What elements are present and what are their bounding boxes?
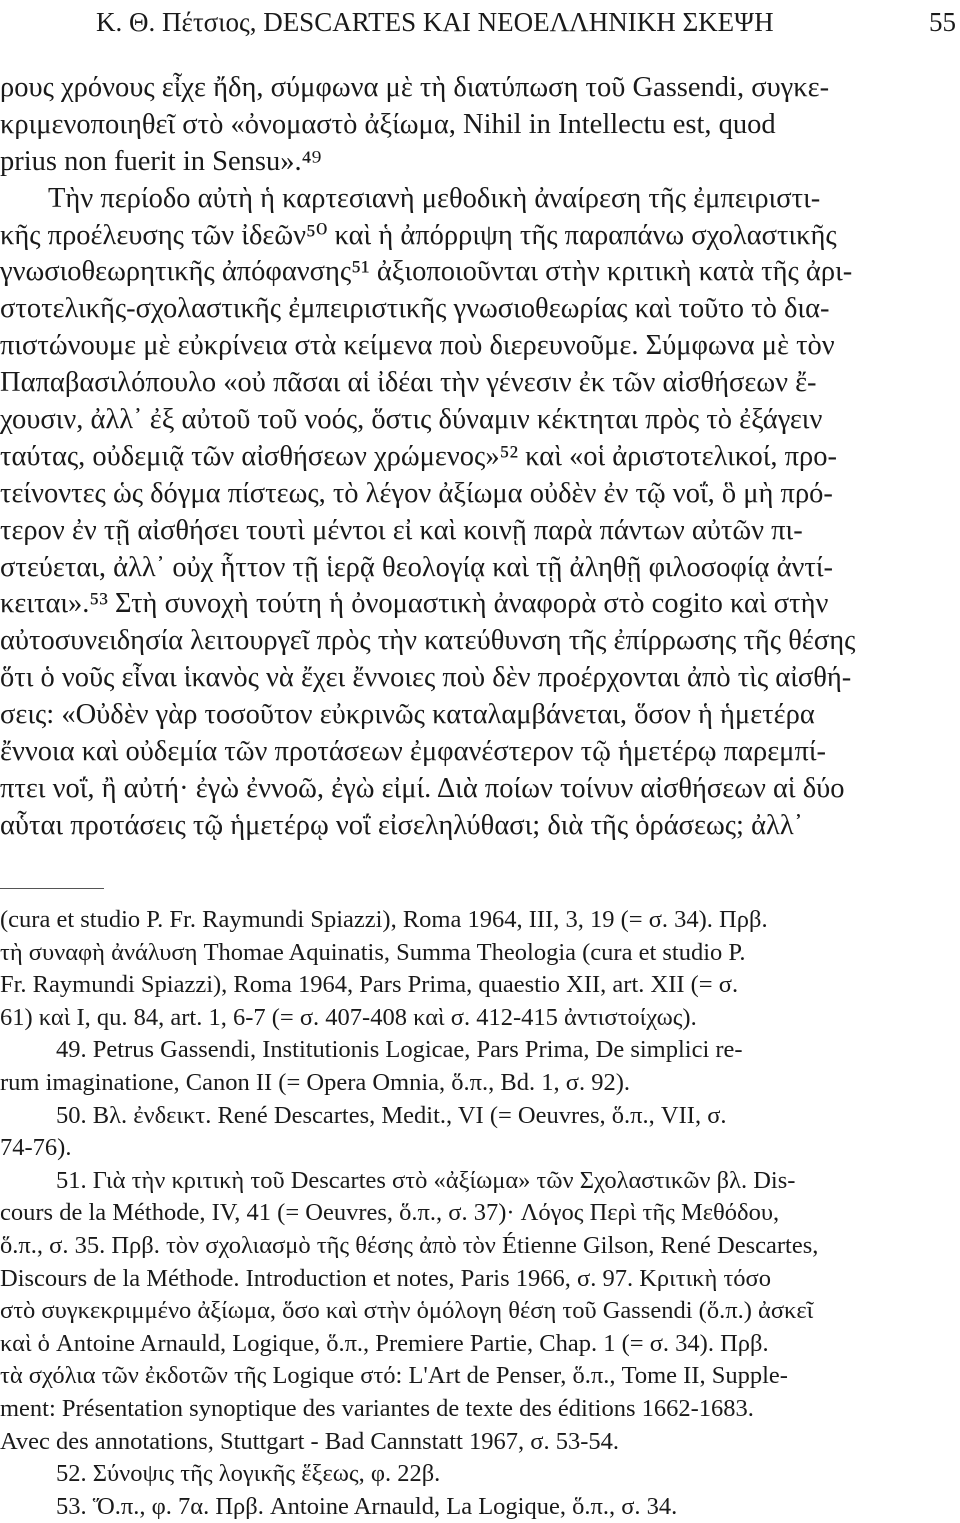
text-line: πιστώνουμε μὲ εὐκρίνεια στὰ κείμενα ποὺ διερευνοῦμε. Σύμφωνα μὲ τὸν <box>0 330 835 362</box>
footnote-separator <box>0 888 104 889</box>
footnote-line: Fr. Raymundi Spiazzi), Roma 1964, Pars Prima, quaestio XII, art. XII (= σ. <box>0 971 739 999</box>
main-text <box>0 70 960 845</box>
footnote-51: 51. Γιὰ τὴν κριτικὴ τοῦ Descartes στὸ «ἀξίωμα» τῶν Σχολαστικῶν βλ. Dis- <box>56 1166 796 1194</box>
footnote-50: 50. Βλ. ἐνδεικτ. René Descartes, Medit., VI (= Oeuvres, ὅ.π., VII, σ. <box>56 1101 727 1129</box>
footnote-49: 49. Petrus Gassendi, Institutionis Logicae, Pars Prima, De simplici re- <box>56 1036 743 1064</box>
footnote-line: Discours de la Méthode. Introduction et notes, Paris 1966, σ. 97. Κριτικὴ τόσο <box>0 1264 771 1292</box>
footnote-line: τὰ σχόλια τῶν ἐκδοτῶν τῆς Logique στό: L'Art de Penser, ὅ.π., Tome II, Supple- <box>0 1362 788 1390</box>
running-header <box>0 2 960 42</box>
text-line: σεις: «Οὐδὲν γὰρ τοσοῦτον εὐκρινῶς καταλαμβάνεται, ὅσον ἡ ἡμετέρα <box>0 699 815 731</box>
footnotes <box>0 904 960 1523</box>
footnote-line: στὸ συγκεκριμμένο ἀξίωμα, ὅσο καὶ στὴν ὁμόλογη θέση τοῦ Gassendi (ὅ.π.) ἀσκεῖ <box>0 1297 814 1325</box>
text-line: τερον ἐν τῇ αἰσθήσει τουτὶ μέντοι εἰ καὶ κοινῇ παρὰ πάντων αὐτῶν πι- <box>0 514 803 546</box>
text-line: κριμενοποιηθεῖ στὸ «ὀνομαστὸ ἀξίωμα, Nihil in Intellectu est, quod <box>0 108 776 140</box>
page-number: 55 <box>929 7 956 37</box>
footnote-line: ὅ.π., σ. 35. Πρβ. τὸν σχολιασμὸ τῆς θέσης ἀπὸ τὸν Étienne Gilson, René Descartes, <box>0 1231 819 1259</box>
text-line: στεύεται, ἀλλ᾽ οὐχ ἧττον τῇ ἱερᾷ θεολογίᾳ καὶ τῇ ἀληθῇ φιλοσοφίᾳ ἀντί- <box>0 551 834 583</box>
footnote-line: (cura et studio P. Fr. Raymundi Spiazzi), Roma 1964, III, 3, 19 (= σ. 34). Πρβ. <box>0 906 768 933</box>
text-line: αὐτοσυνειδησία λειτουργεῖ πρὸς τὴν κατεύθυνση τῆς ἐπίρρωσης τῆς θέσης <box>0 625 856 657</box>
text-line: prius non fuerit in Sensu».⁴⁹ <box>0 145 322 177</box>
footnote-line: rum imaginatione, Canon II (= Opera Omnia, ὅ.π., Bd. 1, σ. 92). <box>0 1068 630 1096</box>
footnote-52: 52. Σύνοψις τῆς λογικῆς ἕξεως, φ. 22β. <box>56 1460 441 1488</box>
footnote-line: 74-76). <box>0 1134 72 1162</box>
text-line: ἔννοια καὶ οὐδεμία τῶν προτάσεων ἐμφανέστερον τῷ ἡμετέρῳ παρεμπί- <box>0 736 826 768</box>
footnote-line: τὴ συναφὴ ἀνάλυση Thomae Aquinatis, Summa Theologia (cura et studio P. <box>0 938 746 966</box>
text-line: πτει νοΐ, ἢ αὐτή· ἐγὼ ἐννοῶ, ἐγὼ εἰμί. Διὰ ποίων τοίνυν αἰσθήσεων αἱ δύο <box>0 772 845 804</box>
text-line: χουσιν, ἀλλ᾽ ἐξ αὐτοῦ τοῦ νοός, ὅστις δύναμιν κέκτηται πρὸς τὸ ἐξάγειν <box>0 404 823 436</box>
text-line: κειται».⁵³ Στὴ συνοχὴ τούτη ἡ ὀνομαστικὴ ἀναφορὰ στὸ cogito καὶ στὴν <box>0 588 829 620</box>
footnote-line: ment: Présentation synoptique des variantes de texte des éditions 1662-1683. <box>0 1394 754 1422</box>
text-line: τείνοντες ὡς δόγμα πίστεως, τὸ λέγον ἀξίωμα οὐδὲν ἐν τῷ νοΐ, ὃ μὴ πρό- <box>0 477 833 509</box>
text-line: ρους χρόνους εἶχε ἤδη, σύμφωνα μὲ τὴ διατύπωση τοῦ Gassendi, συγκε- <box>0 72 830 103</box>
text-line: κῆς προέλευσης τῶν ἰδεῶν⁵⁰ καὶ ἡ ἀπόρριψη τῆς παραπάνω σχολαστικῆς <box>0 219 837 251</box>
footnote-line: καὶ ὁ Antoine Arnauld, Logique, ὅ.π., Premiere Partie, Chap. 1 (= σ. 34). Πρβ. <box>0 1329 769 1357</box>
running-head-title: Κ. Θ. Πέτσιος, DESCARTES ΚΑΙ ΝΕΟΕΛΛΗΝΙΚΗ ΣΚΕΨΗ <box>96 7 774 37</box>
text-line: γνωσιοθεωρητικῆς ἀπόφανσης⁵¹ ἀξιοποιοῦνται στὴν κριτικὴ κατὰ τῆς ἀρι- <box>0 256 853 288</box>
footnote-line: Avec des annotations, Stuttgart - Bad Cannstatt 1967, σ. 53-54. <box>0 1427 620 1455</box>
text-line: αὗται προτάσεις τῷ ἡμετέρῳ νοΐ εἰσεληλύθασι; διὰ τῆς ὁράσεως; ἀλλ᾽ <box>0 809 804 841</box>
text-line: ταύτας, οὐδεμιᾷ τῶν αἰσθήσεων χρώμενος»⁵² καὶ «οἱ ἀριστοτελικοί, προ- <box>0 440 838 472</box>
text-line: Παπαβασιλόπουλο «οὐ πᾶσαι αἱ ἰδέαι τὴν γένεσιν ἐκ τῶν αἰσθήσεων ἔ- <box>0 367 817 399</box>
footnote-line: 61) καὶ I, qu. 84, art. 1, 6-7 (= σ. 407-408 καὶ σ. 412-415 ἀντιστοίχως). <box>0 1003 697 1031</box>
text-line: Τὴν περίοδο αὐτὴ ἡ καρτεσιανὴ μεθοδικὴ ἀναίρεση τῆς ἐμπειριστι- <box>48 182 821 214</box>
footnote-53: 53. Ὅ.π., φ. 7α. Πρβ. Antoine Arnauld, La Logique, ὅ.π., σ. 34. <box>56 1492 678 1520</box>
text-line: ὅτι ὁ νοῦς εἶναι ἱκανὸς νὰ ἔχει ἔννοιες ποὺ δὲν προέρχονται ἀπὸ τὶς αἰσθή- <box>0 662 852 694</box>
text-line: στοτελικῆς-σχολαστικῆς ἐμπειριστικῆς γνωσιοθεωρίας καὶ τοῦτο τὸ δια- <box>0 293 830 325</box>
footnote-line: cours de la Méthode, IV, 41 (= Oeuvres, ὅ.π., σ. 37)· Λόγος Περὶ τῆς Μεθόδου, <box>0 1199 780 1227</box>
